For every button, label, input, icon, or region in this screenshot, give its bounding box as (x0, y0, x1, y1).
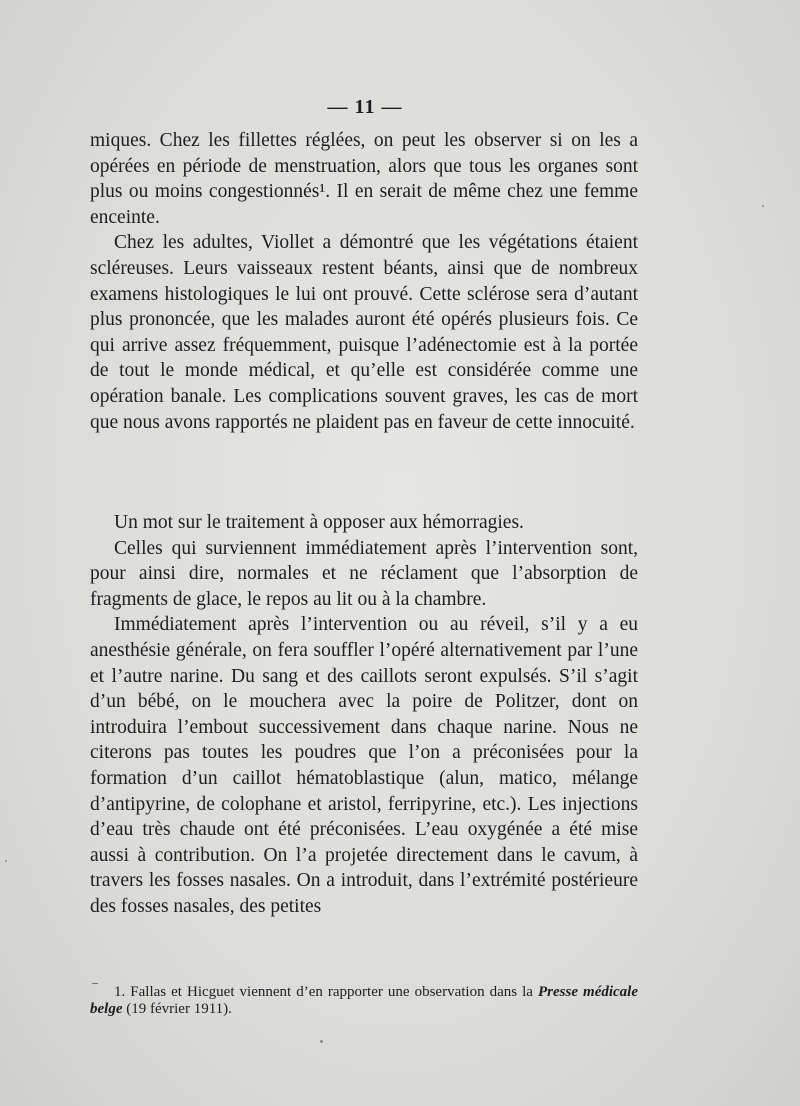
paper-speck (5, 860, 7, 862)
footnote (90, 984, 638, 1018)
paragraph-continued: miques. Chez les fillettes réglées, on peut les observer si on les a opérées en période de menstruation, alors que tous les organes sont plus ou moins congestionnés¹. Il en serait de même chez une femme enceinte. (90, 130, 638, 228)
page-number: — 11 — (327, 96, 403, 118)
paragraph: Celles qui surviennent immédiatement après l’intervention sont, pour ainsi dire, normales et ne réclament que l’absorption de fragments de glace, le repos au lit ou à la chambre. (90, 537, 638, 610)
paper-speck (320, 1040, 323, 1043)
paper-speck (762, 205, 764, 207)
footnote-date: (19 février 1911). (122, 1001, 232, 1017)
body-text-upper (90, 128, 638, 435)
footnote-journal-title: Presse médicale belge (90, 984, 638, 1017)
body-text-lower (90, 510, 638, 920)
paragraph: Immédiatement après l’intervention ou au réveil, s’il y a eu anesthésie générale, on fera souffler l’opéré alternativement par l’une et l’autre narine. Du sang et des caillots seront expulsés. S’il s’agit d’un bébé, on le mouchera avec la poire de Politzer, dont on introduira l’embout successivement dans chaque narine. Nous ne citerons pas toutes les poudres que l’on a préconisées pour la formation d’un caillot hématoblastique (alun, matico, mélange d’antipyrine, de colophane et aristol, ferripyrine, etc.). Les injections d’eau très chaude ont été préconisées. L’eau oxygénée a été mise aussi à contribution. On l’a projetée directement dans le cavum, à travers les fosses nasales. On a introduit, dans l’extrémité postérieure des fosses nasales, des petites (90, 614, 638, 917)
paragraph: Chez les adultes, Viollet a démontré que les végétations étaient scléreuses. Leurs vaisseaux restent béants, ainsi que de nombreux examens histologiques le lui ont prouvé. Cette sclérose sera d’autant plus prononcée, que les malades auront été opérés plusieurs fois. Ce qui arrive assez fréquemment, puisque l’adénectomie est à la portée de tout le monde médical, et qu’elle est considérée comme une opération banale. Les complications souvent graves, les cas de mort que nous avons rapportés ne plaident pas en faveur de cette innocuité. (90, 232, 638, 433)
paragraph: Un mot sur le traitement à opposer aux hémorragies. (114, 512, 524, 533)
footnote-text: 1. Fallas et Hicguet viennent d’en rapporter une observation dans la (114, 984, 538, 1000)
